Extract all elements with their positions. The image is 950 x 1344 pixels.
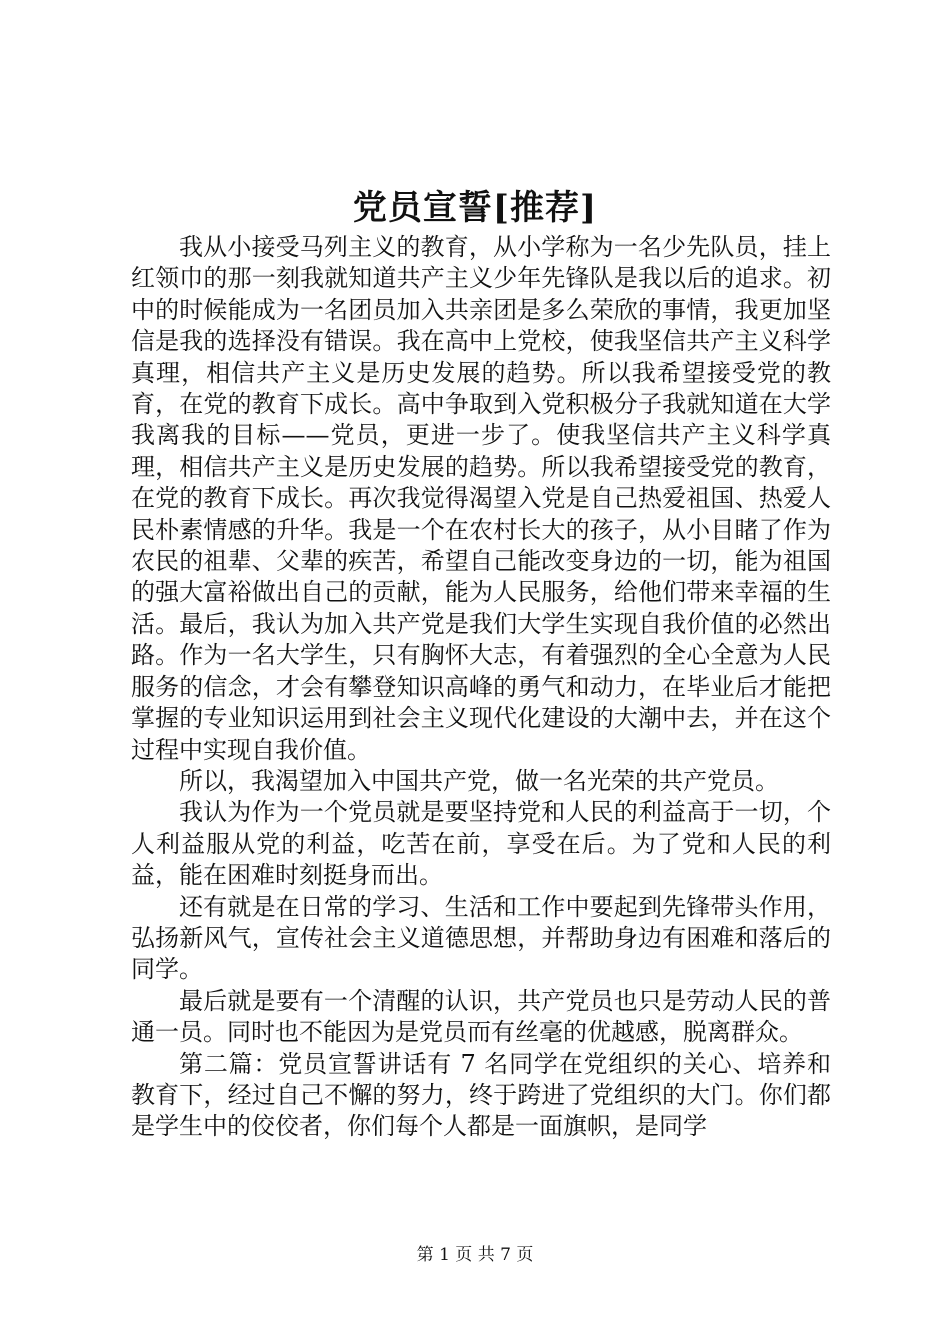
page-number-footer: 第 1 页 共 7 页 <box>416 1245 534 1265</box>
document-title: 党员宣誓[推荐] <box>352 188 598 228</box>
document-body <box>131 232 831 1143</box>
paragraph-4: 还有就是在日常的学习、生活和工作中要起到先锋带头作用，弘扬新风气，宣传社会主义道德思想，并帮助身边有困难和落后的同学。 <box>131 892 831 984</box>
paragraph-3: 我认为作为一个党员就是要坚持党和人民的利益高于一切，个人利益服从党的利益，吃苦在前，享受在后。为了党和人民的利益，能在困难时刻挺身而出。 <box>131 798 831 890</box>
paragraph-2: 所以，我渴望加入中国共产党，做一名光荣的共产党员。 <box>179 766 779 795</box>
paragraph-1: 我从小接受马列主义的教育，从小学称为一名少先队员，挂上红领巾的那一刻我就知道共产主义少年先锋队是我以后的追求。初中的时候能成为一名团员加入共亲团是多么荣欣的事情，我更加坚信是我的选择没有错误。我在高中上党校，使我坚信共产主义科学真理，相信共产主义是历史发展的趋势。所以我希望接受党的教育，在党的教育下成长。高中争取到入党积极分子我就知道在大学我离我的目标——党员，更进一步了。使我坚信共产主义科学真理，相信共产主义是历史发展的趋势。所以我希望接受党的教育，在党的教育下成长。再次我觉得渴望入党是自己热爱祖国、热爱人民朴素情感的升华。我是一个在农村长大的孩子，从小目睹了作为农民的祖辈、父辈的疾苦，希望自己能改变身边的一切，能为祖国的强大富裕做出自己的贡献，能为人民服务，给他们带来幸福的生活。最后，我认为加入共产党是我们大学生实现自我价值的必然出路。作为一名大学生，只有胸怀大志，有着强烈的全心全意为人民服务的信念，才会有攀登知识高峰的勇气和动力，在毕业后才能把掌握的专业知识运用到社会主义现代化建设的大潮中去，并在这个过程中实现自我价值。 <box>131 233 831 764</box>
paragraph-5: 最后就是要有一个清醒的认识，共产党员也只是劳动人民的普通一员。同时也不能因为是党员而有丝毫的优越感，脱离群众。 <box>131 986 831 1047</box>
paragraph-6: 第二篇：党员宣誓讲话有 7 名同学在党组织的关心、培养和教育下，经过自己不懈的努力，终于跨进了党组织的大门。你们都是学生中的佼佼者，你们每个人都是一面旗帜，是同学 <box>131 1049 831 1141</box>
